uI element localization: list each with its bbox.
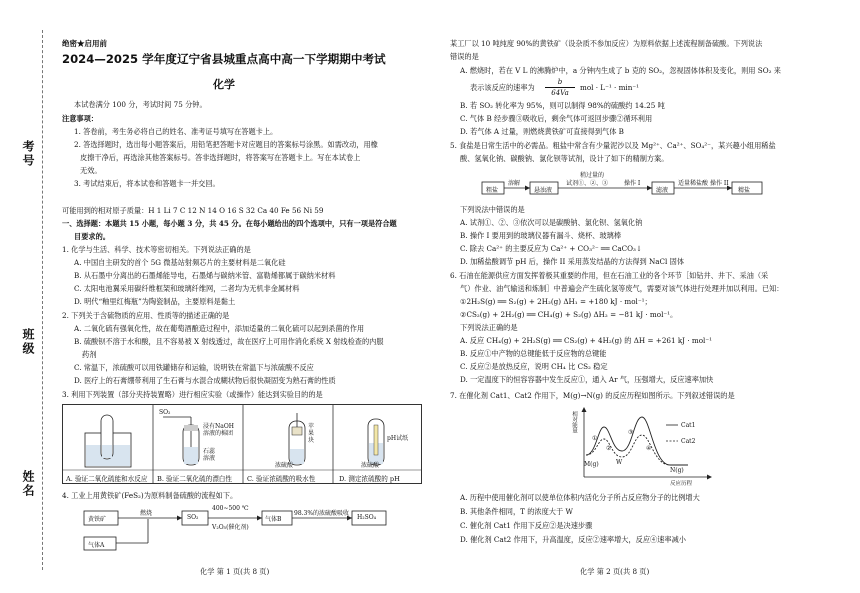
q4-option-a1: A. 燃烧时，若在 V L 的沸腾炉中，a 分钟内生成了 b 克的 SO₂，忽视固体体积及变化，则用 SO₂ 来 [460, 66, 781, 75]
q4-box-so2: SO₂ [187, 514, 199, 521]
notice-3: 3. 考试结束后，将本试卷和答题卡一并交回。 [74, 179, 220, 188]
q4-flowchart [82, 505, 402, 555]
q4-option-a2-pre: 表示该反应的速率为 [470, 83, 535, 92]
atomic-masses: 可能用到的相对原子质量：H 1 Li 7 C 12 N 14 O 16 S 32 Ca 40 Fe 56 Ni 59 [62, 206, 324, 215]
q3-caption-c: C. 验证浓硫酸的吸水性 [247, 475, 316, 483]
side-label-banji: 班级 [21, 328, 35, 356]
notice-2a: 2. 答选择题时，选出每小题答案后，用铅笔把答题卡对应题目的答案标号涂黑。如需改动，用橡 [74, 140, 378, 149]
q3-label-conc-acid: 浓硫酸 [275, 462, 294, 469]
q4-box-gas-b: 气体B [265, 516, 282, 523]
q6-option-a: A. 反应 CH₄(g) + 2H₂S(g) ══ CS₂(g) + 4H₂(g) 的 ΔH = +261 kJ · mol⁻¹ [460, 336, 713, 345]
side-label-xingming: 姓名 [21, 470, 35, 498]
footer-page-1: 化学 第 1 页(共 8 页) [200, 567, 270, 576]
q5-arrow-op2: 操作 II [710, 180, 729, 187]
q6-equation-1: ①2H₂S(g) ══ S₂(g) + 2H₂(g) ΔH₁ = +180 kJ · mol⁻¹； [460, 297, 652, 306]
q7-label-m: M(g) [584, 461, 599, 468]
q3-label-conc-acid-2: 浓硫酸 [361, 462, 380, 469]
q1-option-c: C. 太阳电池翼采用碳纤维框架和玻璃纤维网，二者均为无机非金属材料 [74, 284, 300, 293]
footer-page-2: 化学 第 2 页(共 8 页) [580, 567, 650, 576]
q6-option-c: C. 反应②是放热反应，说明 CH₄ 比 CS₂ 稳定 [460, 362, 608, 371]
q4-cont-line1: 某工厂以 10 吨纯度 90%的黄铁矿（设杂质不参加反应）为原料依据上述流程制备硫酸。下列说法 [450, 39, 763, 48]
q3-caption-b: B. 验证二氧化硫的漂白性 [157, 475, 232, 483]
q5-box-suspension: 悬浊液 [534, 187, 553, 194]
score-time: 本试卷满分 100 分，考试时间 75 分钟。 [74, 100, 207, 109]
notice-2b: 皮擦干净后，再选涂其他答案标号。答非选择题时，将答案写在答题卡上。写在本试卷上 [80, 153, 361, 162]
q1-option-a: A. 中国自主研发的首个 5G 微基站射频芯片的主要材料是二氧化硅 [74, 258, 286, 267]
q7-legend-cat2: Cat2 [681, 438, 696, 445]
q2-option-b1: B. 硫酸钡不溶于水和酸，且不容易被 X 射线透过，故在医疗上可用作消化系统 X 射线检查的内服 [74, 337, 384, 346]
q5-arrow-reagent-1: 稍过量的 [580, 172, 605, 179]
subject-title: 化学 [213, 78, 235, 91]
q3-label-guo1: 苹 [308, 423, 315, 430]
q7-option-c: C. 催化剂 Cat1 作用下反应②是决速步骤 [460, 521, 593, 530]
q4-box-gas-a: 气体A [88, 542, 105, 549]
q3-label-naoh2: 溶液的棉团 [203, 430, 234, 437]
q5-option-c: C. 除去 Ca²⁺ 的主要反应为 Ca²⁺ + CO₃²⁻ ══ CaCO₃↓ [460, 244, 642, 253]
q7-energy-diagram [570, 405, 720, 487]
q4-arrow-burn: 燃烧 [140, 510, 153, 517]
q6-equation-2: ②CS₂(g) + 2H₂(g) ══ CH₄(g) + S₂(g) ΔH₂ = −81 kJ · mol⁻¹。 [460, 310, 678, 319]
side-label-kaohao: 考号 [21, 140, 35, 168]
q5-line2: 酸、氢氧化钠、碳酸钠、氯化钡等试剂，设计了如下的精制方案。 [460, 154, 669, 163]
q5-flowchart [480, 168, 780, 204]
q4-cont-line2: 错误的是 [450, 52, 479, 61]
q2-option-d: D. 医疗上的石膏绷带利用了生石膏与水混合成糊状物后很快凝固变为熟石膏的性质 [74, 376, 336, 385]
q4-box-pyrite: 黄铁矿 [88, 516, 107, 523]
q7-option-a: A. 历程中使用催化剂可以使单位体积内活化分子所占反应物分子的比例增大 [460, 493, 700, 502]
q4-rate-denominator: 64Va [551, 89, 569, 97]
q3-label-so2: SO₂ [159, 409, 171, 416]
q4-option-a2-unit: mol · L⁻¹ · min⁻¹ [580, 83, 640, 92]
q4-rate-fraction [545, 78, 575, 97]
exam-title: 2024—2025 学年度辽宁省县城重点高中高一下学期期中考试 [62, 52, 386, 66]
q7-x-axis-label: 反应历程 [670, 481, 693, 487]
q7-label-n: N(g) [670, 467, 684, 474]
q5-arrow-hcl: 适量稀盐酸 [678, 180, 709, 187]
q7-step-4: ④ [646, 445, 652, 452]
q2-option-b2: 药剂 [82, 350, 97, 359]
secret-mark: 绝密★启用前 [62, 39, 107, 48]
q3-apparatus-figure [62, 404, 422, 484]
q6-line1: 6. 石油在能源供应方面发挥着极其重要的作用，但在石油工业的各个环节［如钻井、井下、采油（采 [450, 271, 769, 280]
q5-box-pure-salt: 精盐 [738, 187, 751, 194]
q5-box-crude-salt: 粗盐 [486, 187, 499, 194]
notice-2c: 无效。 [80, 166, 102, 175]
q4-option-b: B. 若 SO₂ 转化率为 95%，则可以制得 98%的硫酸约 14.25 吨 [460, 101, 665, 110]
section-1-line1: 一、选择题：本题共 15 小题，每小题 3 分，共 45 分。在每小题给出的四个选项中，只有一项是符合题 [62, 219, 397, 228]
q3-label-shirui2: 溶液 [203, 455, 216, 462]
q6-line2: 气）作业、油气输送和炼制］中普遍会产生硫化氢等废气，需要对该气体进行处理并加以利用。已知： [460, 284, 784, 293]
q7-step-1: ① [592, 435, 598, 442]
q3-label-guo2: 果 [308, 430, 315, 437]
q3-stem: 3. 利用下列装置（部分夹持装置略）进行相应实验（或操作）能达到实验目的的是 [62, 390, 323, 399]
q1-stem: 1. 化学与生活、科学、技术等密切相关。下列说法正确的是 [62, 245, 251, 254]
q4-option-d: D. 若气体 A 过量，则燃烧黄铁矿可直接得到气体 B [460, 127, 624, 136]
q7-label-w: W [616, 459, 623, 466]
q6-option-b: B. 反应①中产物的总键能低于反应物的总键能 [460, 349, 607, 358]
q6-stem: 下列说法正确的是 [460, 323, 518, 332]
q3-label-shirui1: 石蕊 [203, 448, 216, 455]
q7-step-2: ② [606, 445, 612, 452]
q5-option-b: B. 操作 I 要用到的玻璃仪器有漏斗、烧杯、玻璃棒 [460, 231, 622, 240]
q7-y-axis-label: 相对能量 [571, 411, 577, 433]
q4-stem: 4. 工业上用黄铁矿(FeS₂)为原料制备硫酸的流程如下。 [62, 491, 238, 500]
q3-label-naoh1: 浸有NaOH [203, 423, 234, 430]
q7-step-3: ③ [628, 429, 634, 436]
q1-option-d: D. 明代“釉里红梅瓶”为陶瓷制品，主要原料是黏土 [74, 297, 236, 306]
q5-arrow-reagent-2: 试剂①、②、③ [566, 180, 609, 187]
notice-1: 1. 答卷前，考生务必将自己的姓名、准考证号填写在答题卡上。 [74, 127, 278, 136]
q5-option-a: A. 试剂①、②、③依次可以是碳酸钠、氯化钡、氢氧化钠 [460, 218, 643, 227]
q5-box-filtrate: 滤液 [656, 187, 669, 194]
q1-option-b: B. 从石墨中分离出的石墨烯能导电，石墨烯与碳纳米管、富勒烯都属于碳纳米材料 [74, 271, 336, 280]
q4-arrow-catalyst: V₂O₅(催化剂) [212, 524, 249, 531]
q7-stem: 7. 在催化剂 Cat1、Cat2 作用下，M(g)→N(g) 的反应历程如图所示。下列叙述错误的是 [450, 391, 735, 400]
q7-option-b: B. 其他条件相同，T 的浓度大于 W [460, 507, 573, 516]
q5-option-d: D. 加稀盐酸调节 pH 后，操作 II 采用蒸发结晶的方法得到 NaCl 固体 [460, 257, 685, 266]
q2-stem: 2. 下列关于含硫物质的应用、性质等的描述正确的是 [62, 311, 230, 320]
q3-label-ph-paper: pH试纸 [387, 435, 409, 442]
section-1-line2: 目要求的。 [74, 232, 110, 241]
q5-arrow-op1: 操作 I [624, 180, 641, 187]
q3-caption-a: A. 验证二氧化硫能和水反应 [66, 475, 148, 483]
q5-stem: 下列说法中错误的是 [460, 205, 525, 214]
q4-box-h2so4: H₂SO₄ [357, 514, 377, 521]
q6-option-d: D. 一定温度下的恒容容器中发生反应①，通入 Ar 气，压强增大，反应速率加快 [460, 375, 714, 384]
q4-arrow-temp: 400~500 ℃ [212, 505, 249, 512]
q4-rate-numerator: b [557, 78, 563, 86]
q3-label-guo3: 块 [308, 437, 315, 444]
q5-arrow-dissolve: 溶解 [508, 180, 521, 187]
q3-caption-d: D. 测定浓硫酸的 pH [339, 475, 400, 483]
notice-title: 注意事项： [62, 114, 98, 123]
q2-option-c: C. 常温下，浓硫酸可以用铁罐储存和运输，说明铁在常温下与浓硫酸不反应 [74, 363, 314, 372]
q4-arrow-absorb: 98.3%的浓硫酸吸收 [294, 510, 350, 517]
q5-line1: 5. 食盐是日常生活中的必需品。粗盐中常含有少量泥沙以及 Mg²⁺、Ca²⁺、SO₄²⁻，某兴趣小组用稀盐 [450, 141, 776, 150]
q7-legend-cat1: Cat1 [681, 422, 696, 429]
q7-option-d: D. 催化剂 Cat2 作用下，升高温度，反应②速率增大，反应④速率减小 [460, 535, 686, 544]
binding-line [42, 30, 43, 570]
q4-option-c: C. 气体 B 经步骤③吸收后，剩余气体可返回步骤②循环利用 [460, 114, 653, 123]
q2-option-a: A. 二氧化硫有强氧化性，故在葡萄酒酿造过程中，添加适量的二氧化硫可以起到杀菌的作用 [74, 324, 365, 333]
